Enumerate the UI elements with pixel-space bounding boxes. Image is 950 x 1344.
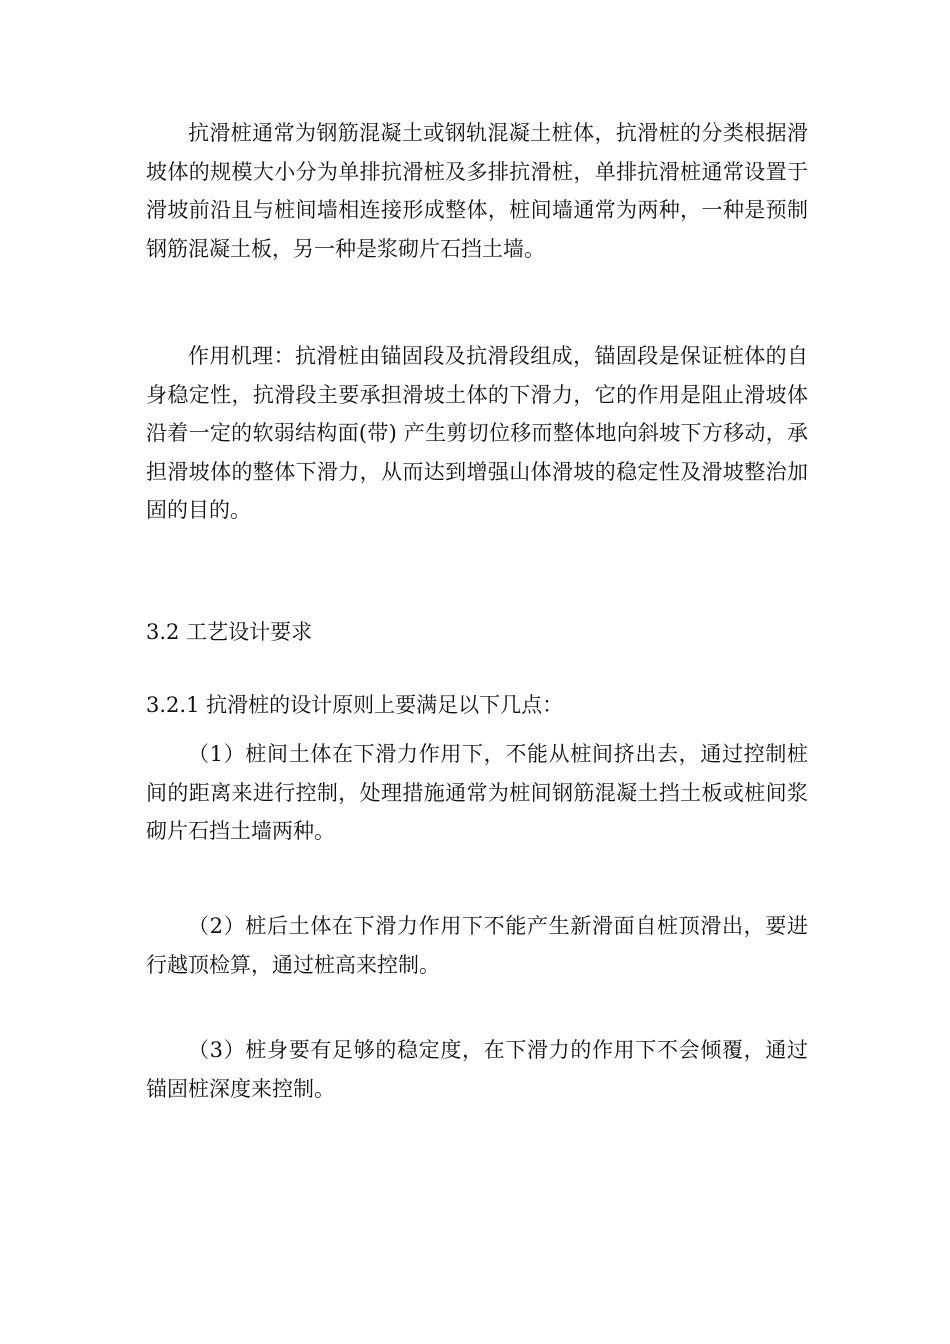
list-item-2: （2）桩后土体在下滑力作用下不能产生新滑面自桩顶滑出，要进行越顶检算，通过桩高来控制。 xyxy=(146,914,808,977)
subsection-heading: 3.2.1 抗滑桩的设计原则上要满足以下几点： xyxy=(146,693,564,717)
list-item-3: （3）桩身要有足够的稳定度，在下滑力的作用下不会倾覆，通过锚固桩深度来控制。 xyxy=(146,1038,808,1101)
list-item-1: （1）桩间土体在下滑力作用下，不能从桩间挤出去，通过控制桩间的距离来进行控制，处理措施通常为桩间钢筋混凝土挡土板或桩间浆砌片石挡土墙两种。 xyxy=(146,742,808,843)
paragraph-pile-types: 抗滑桩通常为钢筋混凝土或钢轨混凝土桩体，抗滑桩的分类根据滑坡体的规模大小分为单排抗滑桩及多排抗滑桩，单排抗滑桩通常设置于滑坡前沿且与桩间墙相连接形成整体，桩间墙通常为两种，一种是预制钢筋混凝土板，另一种是浆砌片石挡土墙。 xyxy=(146,121,808,261)
section-heading: 3.2 工艺设计要求 xyxy=(146,620,313,644)
paragraph-mechanism: 作用机理：抗滑桩由锚固段及抗滑段组成，锚固段是保证桩体的自身稳定性，抗滑段主要承担滑坡土体的下滑力，它的作用是阻止滑坡体沿着一定的软弱结构面(带) 产生剪切位移而整体地向斜坡下方移动，承担滑坡体的整体下滑力，从而达到增强山体滑坡的稳定性及滑坡整治加固的目的。 xyxy=(146,344,808,522)
